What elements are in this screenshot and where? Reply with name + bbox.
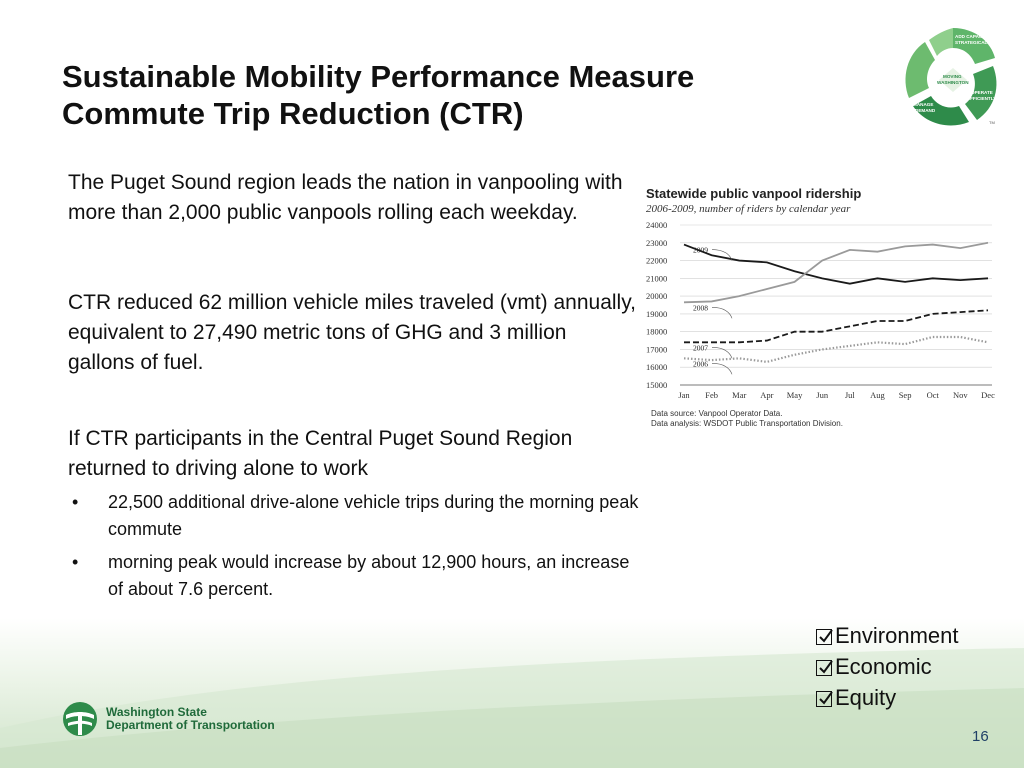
x-tick-label: Jul bbox=[844, 390, 855, 400]
x-tick-label: Feb bbox=[705, 390, 719, 400]
series-label-2008: 2008 bbox=[693, 303, 708, 313]
series-label-2006: 2006 bbox=[693, 359, 708, 369]
logo-text-strategically: STRATEGICALLY bbox=[955, 40, 993, 45]
chart-source-note bbox=[651, 409, 843, 429]
sustainability-checklist bbox=[816, 620, 959, 713]
y-tick-label: 17000 bbox=[646, 344, 668, 355]
logo-text-efficiently: EFFICIENTLY bbox=[967, 96, 997, 101]
org-name-line-1: Washington State bbox=[106, 705, 207, 719]
series-label-2009: 2009 bbox=[693, 245, 708, 255]
logo-text-washington: WASHINGTON bbox=[937, 80, 969, 85]
paragraph-vanpool-lead: The Puget Sound region leads the nation in vanpooling with more than 2,000 public vanpools rolling each weekday. bbox=[68, 171, 623, 224]
series-line-2009 bbox=[684, 245, 988, 284]
check-label: Environment bbox=[835, 623, 959, 648]
check-label: Equity bbox=[835, 685, 897, 710]
series-label-pointer-2008 bbox=[712, 307, 732, 318]
wsdot-emblem-icon bbox=[62, 701, 98, 737]
x-tick-label: Aug bbox=[870, 390, 885, 400]
x-tick-label: Oct bbox=[926, 390, 939, 400]
logo-text-demand: DEMAND bbox=[915, 108, 936, 113]
logo-text-add-capacity: ADD CAPACITY bbox=[955, 34, 990, 39]
check-label: Economic bbox=[835, 654, 932, 679]
check-item-environment bbox=[816, 620, 959, 651]
y-tick-label: 22000 bbox=[646, 255, 668, 266]
chart-source-line-2: Data analysis: WSDOT Public Transportation Division. bbox=[651, 419, 843, 428]
bullet-item bbox=[68, 549, 648, 603]
y-tick-label: 23000 bbox=[646, 237, 668, 248]
x-tick-label: May bbox=[786, 390, 803, 400]
y-tick-label: 20000 bbox=[646, 291, 668, 302]
chart-source-line-1: Data source: Vanpool Operator Data. bbox=[651, 409, 783, 418]
x-tick-label: Jan bbox=[678, 390, 690, 400]
x-tick-label: Dec bbox=[981, 390, 995, 400]
paragraph-ctr-scenario: If CTR participants in the Central Puget Sound Region returned to driving alone to work bbox=[68, 427, 573, 480]
chart-plot bbox=[644, 184, 1000, 434]
logo-text-operate: OPERATE bbox=[971, 90, 993, 95]
wsdot-brand bbox=[62, 701, 275, 737]
series-label-pointer-2007 bbox=[712, 347, 732, 358]
checked-box-icon bbox=[816, 629, 832, 645]
moving-washington-logo bbox=[897, 24, 1009, 132]
bullet-item bbox=[68, 489, 648, 543]
y-tick-label: 24000 bbox=[646, 220, 668, 230]
y-tick-label: 18000 bbox=[646, 326, 668, 337]
logo-text-manage: MANAGE bbox=[913, 102, 934, 107]
page-number: 16 bbox=[972, 728, 989, 745]
check-item-equity bbox=[816, 682, 959, 713]
x-tick-label: Nov bbox=[953, 390, 968, 400]
series-label-2007: 2007 bbox=[693, 343, 708, 353]
bullet-text: 22,500 additional drive-alone vehicle trips during the morning peak commute bbox=[108, 492, 639, 539]
org-name-line-2: Department of Transportation bbox=[106, 718, 275, 732]
scenario-bullet-list bbox=[68, 489, 648, 609]
x-tick-label: Apr bbox=[760, 390, 774, 400]
wsdot-wordmark bbox=[106, 706, 275, 732]
title-line-2: Commute Trip Reduction (CTR) bbox=[62, 96, 524, 131]
bullet-dot: • bbox=[72, 552, 79, 572]
bullet-dot: • bbox=[72, 492, 79, 512]
series-label-pointer-2006 bbox=[712, 363, 732, 374]
x-tick-label: Sep bbox=[898, 390, 912, 400]
y-tick-label: 19000 bbox=[646, 308, 668, 319]
x-tick-label: Jun bbox=[816, 390, 829, 400]
slide-title bbox=[62, 58, 694, 132]
series-line-2007 bbox=[684, 310, 988, 342]
bullet-text: morning peak would increase by about 12,900 hours, an increase of about 7.6 percent. bbox=[108, 552, 630, 599]
y-tick-label: 21000 bbox=[646, 273, 668, 284]
chart-subtitle: 2006-2009, number of riders by calendar year bbox=[646, 203, 851, 215]
logo-trademark: TM bbox=[989, 120, 995, 125]
logo-text-moving: MOVING bbox=[943, 74, 962, 79]
series-line-2008 bbox=[684, 243, 988, 303]
chart-title: Statewide public vanpool ridership bbox=[646, 186, 862, 201]
y-tick-label: 15000 bbox=[646, 380, 668, 390]
vanpool-ridership-chart bbox=[644, 184, 1000, 434]
checked-box-icon bbox=[816, 691, 832, 707]
paragraph-ctr-reduction: CTR reduced 62 million vehicle miles traveled (vmt) annually, equivalent to 27,490 metric tons of GHG and 3 million gallons of fuel. bbox=[68, 291, 636, 374]
title-line-1: Sustainable Mobility Performance Measure bbox=[62, 59, 695, 94]
check-item-economic bbox=[816, 651, 959, 682]
y-tick-label: 16000 bbox=[646, 362, 668, 373]
checked-box-icon bbox=[816, 660, 832, 676]
x-tick-label: Mar bbox=[732, 390, 747, 400]
